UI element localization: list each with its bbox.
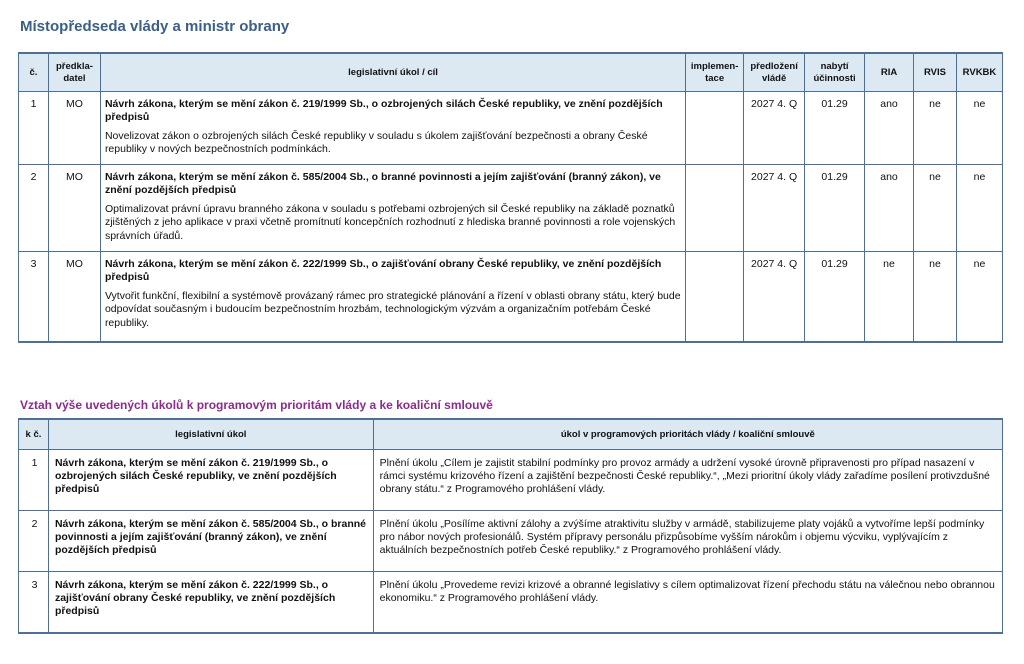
table-row — [19, 572, 1003, 634]
row-task — [100, 165, 685, 252]
row-legislative-task: Návrh zákona, kterým se mění zákon č. 585/2004 Sb., o branné povinnosti a jejím zajišťování (branný zákon), ve znění pozdějších předpisů — [48, 511, 373, 572]
row-effect: 01.29 — [805, 252, 865, 343]
priorities-table — [18, 418, 1003, 634]
task-description: Optimalizovat právní úpravu branného zákona v souladu s potřebami ozbrojených sil České republiky na základě poznatků zjištěných z jeho aplikace v praxi včetně promítnutí koncepčních rozhodnutí z hlediska branné povinnosti a role vojenských správních úřadů. — [104, 203, 676, 242]
row-submitter: MO — [48, 92, 100, 165]
row-task — [100, 92, 685, 165]
table-header-row — [19, 419, 1003, 450]
header-priority: úkol v programových prioritách vlády / koaliční smlouvě — [373, 419, 1002, 450]
row-ref-num: 2 — [19, 511, 49, 572]
row-effect: 01.29 — [805, 92, 865, 165]
row-rvis: ne — [914, 165, 957, 252]
row-task — [100, 252, 685, 343]
row-num: 1 — [19, 92, 49, 165]
row-ref-num: 1 — [19, 450, 49, 511]
task-title: Návrh zákona, kterým se mění zákon č. 585/2004 Sb., o branné povinnosti a jejím zajišťování (branný zákon), ve znění pozdějších předpisů — [104, 171, 661, 197]
header-num: č. — [19, 53, 49, 92]
header-rvis: RVIS — [914, 53, 957, 92]
table-row — [19, 450, 1003, 511]
row-ria: ne — [865, 252, 914, 343]
row-priority: Plnění úkolu „Provedeme revizi krizové a obranné legislativy s cílem optimalizovat řízení přechodu státu na válečnou nebo obrannou ekonomiku.“ z Programového prohlášení vlády. — [373, 572, 1002, 634]
row-submitter: MO — [48, 165, 100, 252]
row-submission: 2027 4. Q — [744, 92, 805, 165]
row-rvkbk: ne — [956, 92, 1002, 165]
row-priority: Plnění úkolu „Posílíme aktivní zálohy a zvýšíme atraktivitu služby v armádě, stabilizujeme platy vojáků a vytvoříme lepší podmínky pro nábor nových profesionálů. Systém přípravy personálu přizpůsobíme vyšším nárokům i objemu výcviku, vyplývajícím z aktuálních bezpečnostních potřeb České republiky.“ z Programového prohlášení vlády. — [373, 511, 1002, 572]
row-rvis: ne — [914, 92, 957, 165]
row-submitter: MO — [48, 252, 100, 343]
section-title-priorities: Vztah výše uvedených úkolů k programovým prioritám vlády a ke koaliční smlouvě — [20, 398, 493, 412]
task-description: Vytvořit funkční, flexibilní a systémově provázaný rámec pro strategické plánování a řízení v oblasti obrany státu, který bude odpovídat současným i budoucím bezpečnostním hrozbám, technologickým výzvám a organizačním potřebám České republiky. — [104, 290, 681, 329]
row-rvkbk: ne — [956, 252, 1002, 343]
row-submission: 2027 4. Q — [744, 252, 805, 343]
row-rvkbk: ne — [956, 165, 1002, 252]
row-num: 2 — [19, 165, 49, 252]
row-effect: 01.29 — [805, 165, 865, 252]
row-legislative-task: Návrh zákona, kterým se mění zákon č. 222/1999 Sb., o zajišťování obrany České republiky, ve znění pozdějších předpisů — [48, 572, 373, 634]
task-description: Novelizovat zákon o ozbrojených silách České republiky v souladu s úkolem zajišťování bezpečnosti a obrany České republiky v nových bezpečnostních podmínkách. — [104, 130, 648, 156]
row-rvis: ne — [914, 252, 957, 343]
row-ria: ano — [865, 165, 914, 252]
row-implementation — [686, 252, 744, 343]
row-priority: Plnění úkolu „Cílem je zajistit stabilní podmínky pro provoz armády a udržení vysoké úrovně připravenosti pro případ nasazení v rámci systému krizového řízení a zajištění bezpečnosti České republiky.“, „Mezi prioritní úkoly vlády zařadíme posílení protivzdušné obrany státu.“ z Programového prohlášení vlády. — [373, 450, 1002, 511]
row-implementation — [686, 92, 744, 165]
header-legislative-task: legislativní úkol — [48, 419, 373, 450]
table-row — [19, 92, 1003, 165]
row-implementation — [686, 165, 744, 252]
table-header-row — [19, 53, 1003, 92]
header-ria: RIA — [865, 53, 914, 92]
legislative-tasks-table — [18, 52, 1003, 343]
header-implementation: implemen- tace — [686, 53, 744, 92]
row-legislative-task: Návrh zákona, kterým se mění zákon č. 219/1999 Sb., o ozbrojených silách České republiky, ve znění pozdějších předpisů — [48, 450, 373, 511]
row-num: 3 — [19, 252, 49, 343]
header-submission: předložení vládě — [744, 53, 805, 92]
task-title: Návrh zákona, kterým se mění zákon č. 222/1999 Sb., o zajišťování obrany České republiky, ve znění pozdějších předpisů — [104, 258, 662, 284]
row-ria: ano — [865, 92, 914, 165]
task-title: Návrh zákona, kterým se mění zákon č. 219/1999 Sb., o ozbrojených silách České republiky, ve znění pozdějších předpisů — [104, 98, 663, 124]
header-submitter: předkla- datel — [48, 53, 100, 92]
row-submission: 2027 4. Q — [744, 165, 805, 252]
section-title-ministry: Místopředseda vlády a ministr obrany — [20, 18, 290, 35]
header-effect: nabytí účinnosti — [805, 53, 865, 92]
table-row — [19, 511, 1003, 572]
table-row — [19, 252, 1003, 343]
header-ref-num: k č. — [19, 419, 49, 450]
header-task: legislativní úkol / cíl — [100, 53, 685, 92]
table-row — [19, 165, 1003, 252]
row-ref-num: 3 — [19, 572, 49, 634]
header-rvkbk: RVKBK — [956, 53, 1002, 92]
